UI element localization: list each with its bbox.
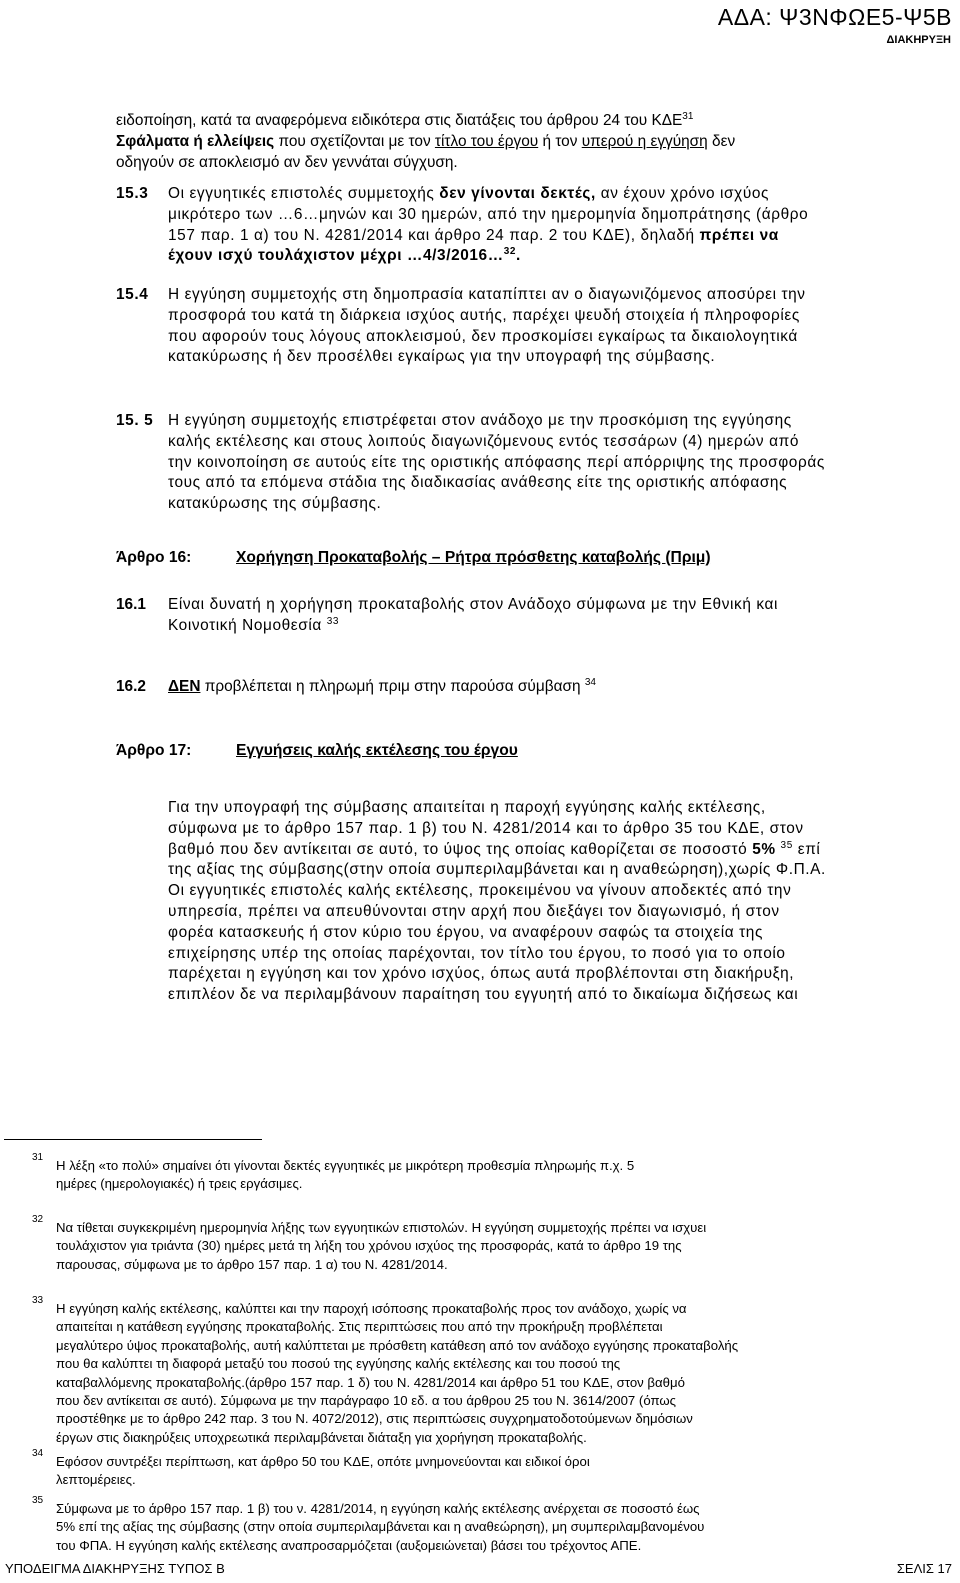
footnote-line: που δεν αντίκειται σε αυτό). Σύμφωνα με την παράγραφο 10 εδ. α του άρθρου 25 του Ν. 3614/2007 (όπως xyxy=(56,1393,677,1409)
text-line: καλής εκτέλεσης και στους λοιπούς διαγωνιζόμενους εντός τεσσάρων (4) ημερών από xyxy=(168,432,799,450)
footnote-34 xyxy=(32,1448,950,1490)
footnote-line: ημέρες (ημερολογιακές) ή τρεις εργάσιμες. xyxy=(56,1176,303,1192)
text-line: κατακύρωσης της σύμβασης. xyxy=(168,495,382,513)
text-line: φορέα κατασκευής ή στον κύριο του έργου, να αναφέρουν σαφώς τα στοιχεία της xyxy=(168,923,763,941)
footnote-line: 5% επί της αξίας της σύμβασης (στην οποία συμπεριλαμβάνεται και η αναθεώρηση), μη συμπεριλαμβανομένου xyxy=(56,1519,705,1535)
article-label: Άρθρο 17: xyxy=(116,742,192,759)
text-line: επιχείρησης υπέρ της οποίας παρέχονται, τον τίτλο του έργου, το ποσό για το οποίο xyxy=(168,944,786,962)
footnote-line: απαιτείται η κατάθεση εγγύησης προκαταβολής. Στις περιπτώσεις που από την προκήρυξη προβλέπεται xyxy=(56,1319,663,1335)
footnote-number: 31 xyxy=(32,1152,44,1163)
ada-code: ΑΔΑ: Ψ3ΝΦΩΕ5-Ψ5Β xyxy=(717,4,952,30)
text-line: προσφορά του κατά τη διάρκεια ισχύος αυτής, παρέχει ψευδή στοιχεία ή πληροφορίες xyxy=(168,306,800,324)
footnote-line: λεπτομέρειες. xyxy=(56,1472,136,1488)
footnote-number: 34 xyxy=(32,1448,44,1459)
text-line: έχουν ισχύ τουλάχιστον μέχρι …4/3/2016…$^{32}$. xyxy=(168,246,521,265)
text-line: υπηρεσία, πρέπει να απευθύνονται στην αρχή που διεξάγει τον διαγωνισμό, ή στον xyxy=(168,902,780,920)
paragraph-15-5 xyxy=(116,411,950,515)
footnote-35 xyxy=(32,1495,950,1555)
footnote-line: έργων στις διακηρύξεις υποχρεωτικά περιλαμβάνεται διάταξη για χορήγηση προκαταβολής. xyxy=(56,1429,587,1445)
footnote-line: Εφόσον συντρέξει περίπτωση, κατ άρθρο 50 του ΚΔΕ, οπότε μνημονεύονται και ειδικοί όροι xyxy=(56,1454,590,1469)
footnote-ref: 34 xyxy=(584,676,596,688)
footnote-line: Η εγγύηση καλής εκτέλεσης, καλύπτει και την παροχή ισόποσης προκαταβολής προς τον ανάδοχο, χωρίς να xyxy=(56,1301,687,1316)
text-line: επιπλέον δε να περιλαμβάνουν παραίτηση του εγγυητή από το δικαίωμα διζήσεως και xyxy=(168,986,799,1004)
document-kind: ΔΙΑΚΗΡΥΞΗ xyxy=(886,34,951,46)
text-line: μικρότερο των …6…μηνών και 30 ημερών, από την ημερομηνία δημοπράτησης (άρθρο xyxy=(168,205,809,223)
text-line: κατακύρωσης ή δεν προσέλθει εγκαίρως για την υπογραφή της σύμβασης. xyxy=(168,348,716,366)
page-number: ΣΕΛΙΣ 17 xyxy=(896,1561,952,1576)
paragraph-15-3 xyxy=(116,184,950,267)
paragraph-number: 16.2 xyxy=(116,678,146,695)
text-line: που αφορούν τους λόγους αποκλεισμού, δεν προσκομίσει εγκαίρως τα δικαιολογητικά xyxy=(168,327,798,345)
text-line: της αξίας της σύμβασης(στην οποία συμπεριλαμβάνεται και η αναθεώρηση),χωρίς Φ.Π.Α. xyxy=(168,861,826,879)
text-line: Σφάλματα ή ελλείψεις που σχετίζονται με τον τίτλο του έργου ή τον υπερού η εγγύηση δεν xyxy=(116,132,736,150)
footnote-line: Σύμφωνα με το άρθρο 157 παρ. 1 β) του ν. 4281/2014, η εγγύηση καλής εκτέλεσης ανέρχεται σε ποσοστό έως xyxy=(56,1501,700,1516)
text-line: 157 παρ. 1 α) του Ν. 4281/2014 και άρθρο 24 παρ. 2 του ΚΔΕ), δηλαδή πρέπει να xyxy=(168,226,779,244)
text-line: Η εγγύηση συμμετοχής επιστρέφεται στον ανάδοχο με την προσκόμιση της εγγύησης xyxy=(168,412,792,429)
footnote-line: που θα καλύπτει τη διαφορά μεταξύ του ποσού της εγγύησης καλής εκτέλεσης και του ποσού της xyxy=(56,1356,621,1372)
paragraph-number: 15.3 xyxy=(116,185,149,202)
footnote-ref: 33 xyxy=(326,615,340,627)
article-17-body xyxy=(168,798,950,1006)
article-title: Χορήγηση Προκαταβολής – Ρήτρα πρόσθετης καταβολής (Πριμ) xyxy=(236,549,711,566)
paragraph-number: 16.1 xyxy=(116,596,146,613)
footnote-line: παρουσας, σύμφωνα με το άρθρο 157 παρ. 1 α) του Ν. 4281/2014. xyxy=(56,1256,448,1272)
text-line: Για την υπογραφή της σύμβασης απαιτείται η παροχή εγγύησης καλής εκτέλεσης, xyxy=(168,799,766,816)
footnote-ref: 31 xyxy=(682,110,694,122)
footnote-line: τουλάχιστον για τριάντα (30) ημέρες μετά τη λήξη του χρόνου ισχύος της προσφοράς, κατά το άρθρο 19 της xyxy=(56,1238,682,1254)
paragraph-16-2: 16.2 ΔΕΝ προβλέπεται η πληρωμή πριμ στην παρούσα σύμβαση $^{34}$ xyxy=(116,677,950,698)
paragraph-15-4 xyxy=(116,285,950,368)
footnote-31 xyxy=(32,1152,950,1194)
text-line: την κοινοποίηση σε αυτούς είτε της οριστικής απόφασης περί απόρριψης της προσφοράς xyxy=(168,453,825,471)
footnote-line: μεγαλύτερο ύψος προκαταβολής, αυτή καλύπτεται με πρόσθετη κατάθεση από τον ανάδοχο εγγύησης προκαταβολής xyxy=(56,1337,739,1353)
text-line: ειδοποίηση, κατά τα αναφερόμενα ειδικότερα στις διατάξεις του άρθρου 24 του ΚΔΕ$^{31}$ xyxy=(116,110,694,129)
text-line: παρέχεται η εγγύηση και τον χρόνο ισχύος, όπως αυτά προβλέπονται στη διακήρυξη, xyxy=(168,965,795,983)
text-line: Κοινοτική Νομοθεσία $^{33}$ xyxy=(168,615,340,634)
footnote-line: καταβαλλόμενης προκαταβολής.(άρθρο 157 παρ. 1 δ) του Ν. 4281/2014 και άρθρο 51 του ΚΔΕ, στον βαθμό xyxy=(56,1374,685,1390)
text-line: βαθμό που δεν αντίκειται σε αυτό, το ύψος της οποίας καθορίζεται σε ποσοστό 5% $^{35}$ επί xyxy=(168,839,821,858)
text-line: οδηγούν σε αποκλεισμό αν δεν γεννάται σύγχυση. xyxy=(116,153,458,171)
footnote-ref: 35 xyxy=(780,839,793,851)
text-line: Είναι δυνατή η χορήγηση προκαταβολής στον Ανάδοχο σύμφωνα με την Εθνική και xyxy=(168,596,778,613)
paragraph-number: 15. 5 xyxy=(116,412,154,429)
footnote-line: Να τίθεται συγκεκριμένη ημερομηνία λήξης των εγγυητικών επιστολών. Η εγγύηση συμμετοχής πρέπει να ισχυει xyxy=(56,1220,707,1235)
article-17-heading xyxy=(116,742,518,760)
paragraph-number: 15.4 xyxy=(116,286,149,303)
footnote-number: 32 xyxy=(32,1214,44,1225)
footnote-separator xyxy=(4,1139,262,1140)
text-line: σύμφωνα με το άρθρο 157 παρ. 1 β) του Ν. 4281/2014 και το άρθρο 35 του ΚΔΕ, στον xyxy=(168,819,804,837)
footnote-line: Η λέξη «το πολύ» σημαίνει ότι γίνονται δεκτές εγγυητικές με μικρότερη προθεσμία πληρωμής π.χ. 5 xyxy=(56,1158,635,1173)
text-line: Η εγγύηση συμμετοχής στη δημοπρασία καταπίπτει αν ο διαγωνιζόμενος αποσύρει την xyxy=(168,286,806,303)
footer-document-title: ΥΠΟΔΕΙΓΜΑ ΔΙΑΚΗΡΥΞΗΣ ΤΥΠΟΣ Β xyxy=(5,1561,225,1576)
continuation-paragraph xyxy=(116,111,950,173)
footnote-number: 33 xyxy=(32,1295,44,1306)
article-title: Εγγυήσεις καλής εκτέλεσης του έργου xyxy=(236,742,518,759)
footnote-line: του ΦΠΑ. Η εγγύηση καλής εκτέλεσης αναπροσαρμόζεται (αυξομειώνεται) βάσει του τρέχοντος ΑΠΕ. xyxy=(56,1537,642,1553)
footnote-33 xyxy=(32,1295,950,1447)
paragraph-16-1 xyxy=(116,595,950,637)
footnote-number: 35 xyxy=(32,1495,44,1506)
article-label: Άρθρο 16: xyxy=(116,549,192,566)
article-16-heading xyxy=(116,549,711,567)
footnote-line: προστέθηκε με το άρθρο 242 παρ. 3 του Ν. 4072/2012), στις περιπτώσεις συγχρηματοδοτούμενων δημόσιων xyxy=(56,1411,693,1427)
text-line: Οι εγγυητικές επιστολές καλής εκτέλεσης, προκειμένου να γίνουν αποδεκτές από την xyxy=(168,882,792,900)
footnote-32 xyxy=(32,1214,950,1274)
text-line: τους από τα επόμενα στάδια της διαδικασίας ανάθεσης είτε της οριστικής απόφασης xyxy=(168,474,788,492)
text-line: Οι εγγυητικές επιστολές συμμετοχής δεν γίνονται δεκτές, αν έχουν χρόνο ισχύος xyxy=(168,185,770,202)
